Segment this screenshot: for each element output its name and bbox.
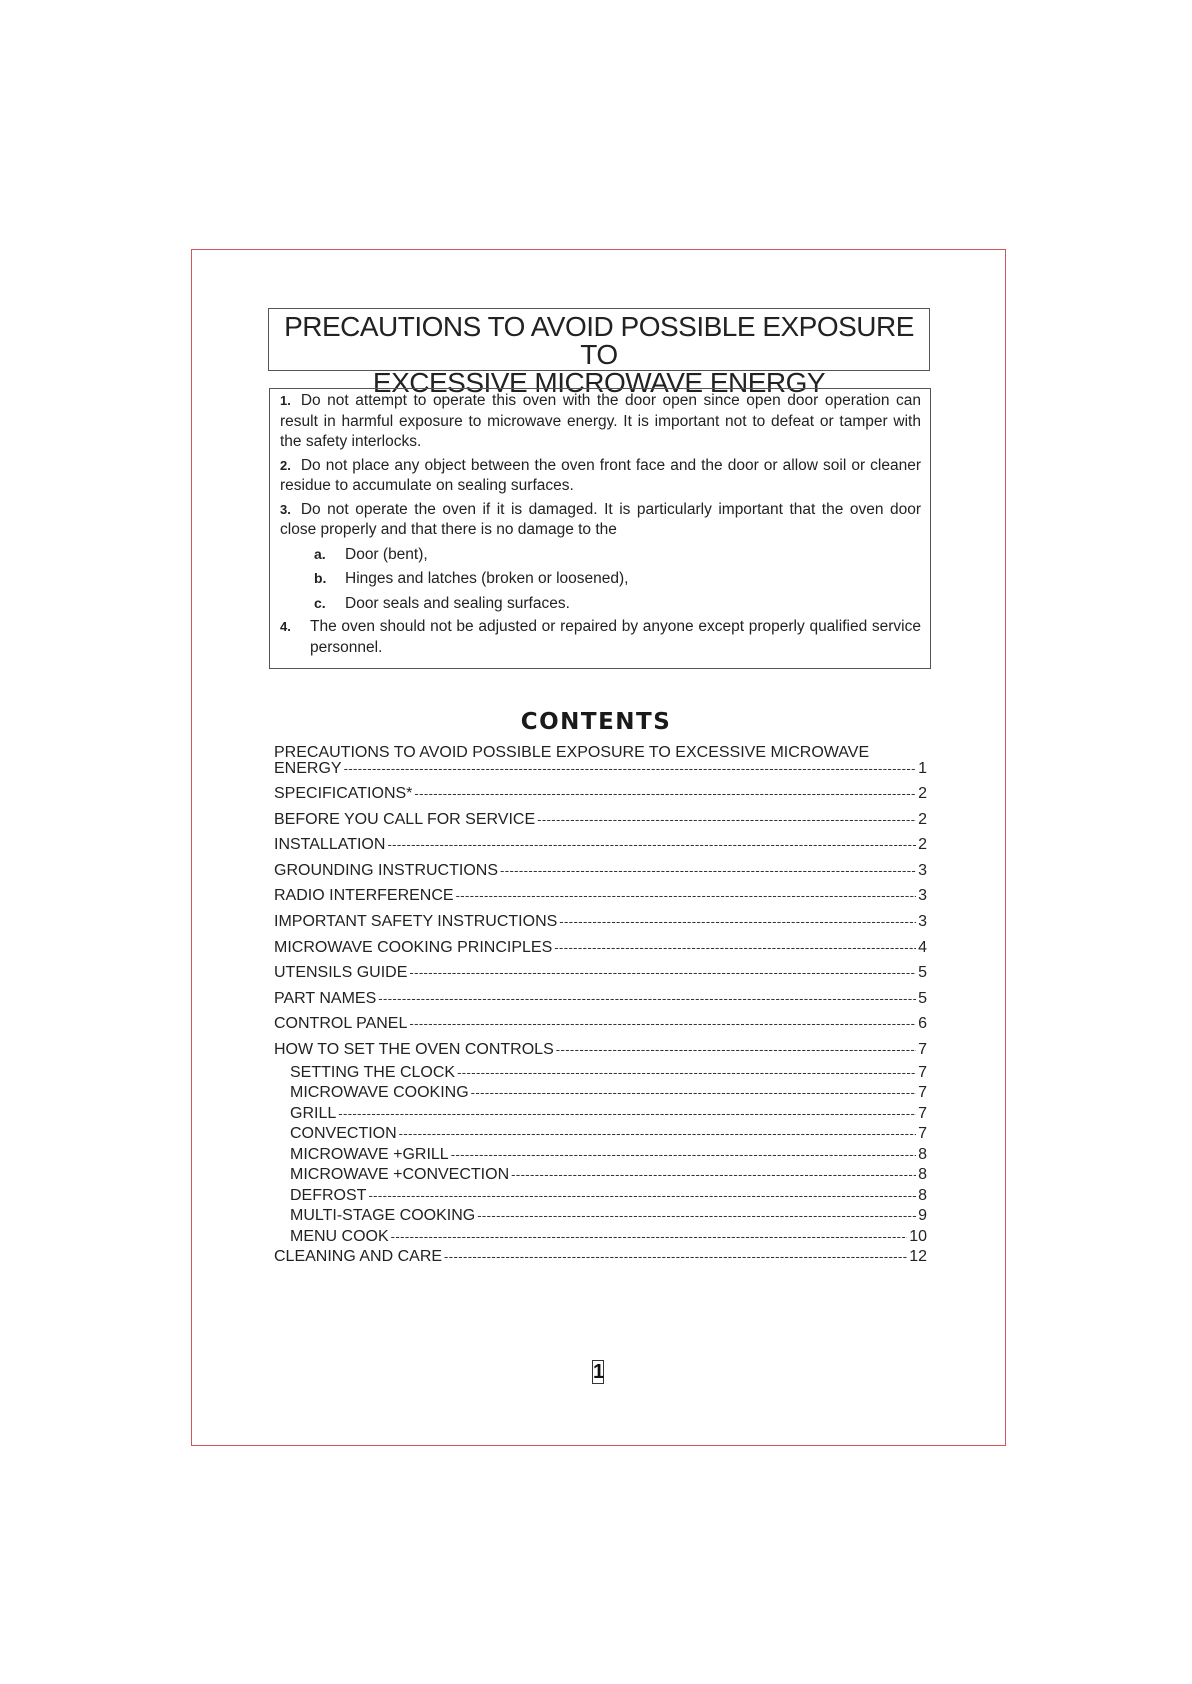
precaution-item [280, 456, 921, 497]
subitem-letter: a. [314, 545, 326, 562]
subitem-text: Hinges and latches (broken or loosened), [345, 570, 629, 587]
dot-leader [559, 909, 916, 935]
precautions-box [269, 388, 931, 669]
dot-leader [457, 1063, 916, 1084]
toc-entry[interactable] [274, 883, 927, 909]
precaution-item [280, 617, 921, 658]
toc-entry-label: BEFORE YOU CALL FOR SERVICE [274, 810, 536, 828]
toc-page-number: 2 [918, 836, 927, 854]
toc-subentry[interactable] [274, 1186, 927, 1207]
toc-entry-label: CLEANING AND CARE [274, 1248, 443, 1266]
dot-leader [554, 935, 916, 961]
item-text: Do not place any object between the oven front face and the door or allow soil or cleaner residue to accumulate on sealing surfaces. [280, 456, 921, 494]
table-of-contents [274, 745, 927, 1268]
toc-subentry[interactable] [274, 1104, 927, 1125]
precaution-item [280, 500, 921, 541]
toc-subentry[interactable] [274, 1227, 927, 1248]
toc-entry[interactable] [274, 745, 927, 781]
toc-entry[interactable] [274, 986, 927, 1012]
toc-subentry[interactable] [274, 1124, 927, 1145]
toc-page-number: 1 [918, 761, 927, 777]
toc-entry-label: SETTING THE CLOCK [290, 1063, 456, 1081]
item-text: Do not attempt to operate this oven with the door open since open door operation can result in harmful exposure to microwave energy. It is important not to defeat or tamper with the safety interlocks. [280, 392, 921, 450]
item-number: 4. [280, 619, 291, 634]
dot-leader [471, 1083, 916, 1104]
toc-page-number: 8 [918, 1166, 927, 1184]
toc-entry-label: PART NAMES [274, 989, 377, 1007]
precaution-subitem [314, 568, 921, 590]
toc-page-number: 9 [918, 1207, 927, 1225]
precaution-subitem [314, 593, 921, 615]
dot-leader [378, 986, 916, 1012]
subitem-letter: c. [314, 594, 326, 611]
dot-leader [409, 1011, 916, 1037]
dot-leader [338, 1104, 916, 1125]
toc-entry-label: RADIO INTERFERENCE [274, 887, 454, 905]
dot-leader [451, 1145, 916, 1166]
contents-heading: CONTENTS [520, 709, 672, 735]
toc-page-number: 5 [918, 964, 927, 982]
precautions-title-line1: PRECAUTIONS TO AVOID POSSIBLE EXPOSURE TO [284, 311, 914, 370]
toc-entry-label: CONVECTION [290, 1125, 397, 1143]
dot-leader [444, 1247, 907, 1268]
toc-page-number: 5 [918, 989, 927, 1007]
subitem-text: Door seals and sealing surfaces. [345, 594, 570, 612]
toc-subentry[interactable] [274, 1083, 927, 1104]
page-number: 1 [593, 1361, 605, 1383]
toc-entry-label: INSTALLATION [274, 836, 386, 854]
toc-page-number: 3 [918, 887, 927, 905]
toc-entry-label: CONTROL PANEL [274, 1015, 408, 1033]
dot-leader [477, 1206, 916, 1227]
dot-leader [391, 1227, 908, 1248]
dot-leader [500, 858, 916, 884]
dot-leader [456, 883, 916, 909]
dot-leader [414, 781, 916, 807]
toc-page-number: 10 [909, 1227, 927, 1245]
toc-entry[interactable] [274, 960, 927, 986]
subitem-text: Door (bent), [345, 545, 428, 563]
toc-page-number: 3 [918, 861, 927, 879]
toc-entry[interactable] [274, 781, 927, 807]
toc-subentry[interactable] [274, 1063, 927, 1084]
toc-entry[interactable] [274, 909, 927, 935]
toc-entry[interactable] [274, 807, 927, 833]
dot-leader [368, 1186, 916, 1207]
toc-page-number: 7 [918, 1104, 927, 1122]
subitem-letter: b. [314, 570, 327, 586]
toc-page-number: 7 [918, 1063, 927, 1081]
toc-entry-label: IMPORTANT SAFETY INSTRUCTIONS [274, 912, 558, 930]
toc-entry-label: SPECIFICATIONS* [274, 785, 413, 802]
toc-entry-label: MICROWAVE COOKING [290, 1084, 469, 1102]
precaution-item [280, 391, 921, 453]
dot-leader [511, 1165, 916, 1186]
toc-subentry[interactable] [274, 1206, 927, 1227]
toc-entry[interactable] [274, 858, 927, 884]
toc-entry-label: DEFROST [290, 1186, 367, 1204]
toc-entry[interactable] [274, 1011, 927, 1037]
toc-page-number: 8 [918, 1145, 927, 1163]
toc-entry[interactable] [274, 832, 927, 858]
toc-page-number: 7 [918, 1084, 927, 1102]
dot-leader [344, 761, 916, 777]
toc-entry-label: MICROWAVE +GRILL [290, 1145, 449, 1163]
toc-page-number: 7 [918, 1040, 927, 1058]
toc-entry-label: MULTI-STAGE COOKING [290, 1207, 476, 1225]
toc-page-number: 7 [918, 1125, 927, 1143]
toc-entry-label: HOW TO SET THE OVEN CONTROLS [274, 1040, 554, 1058]
toc-entry-label: UTENSILS GUIDE [274, 964, 408, 982]
toc-entry-label: GROUNDING INSTRUCTIONS [274, 861, 498, 879]
toc-entry-label: GRILL [290, 1104, 337, 1122]
toc-page-number: 2 [918, 810, 927, 828]
item-number: 3. [280, 501, 291, 517]
toc-page-number: 6 [918, 1015, 927, 1033]
toc-entry[interactable] [274, 1247, 927, 1268]
toc-subentry[interactable] [274, 1165, 927, 1186]
toc-subentry[interactable] [274, 1145, 927, 1166]
toc-page-number: 3 [918, 912, 927, 930]
toc-entry-label: ENERGY [274, 761, 342, 777]
toc-entry[interactable] [274, 935, 927, 961]
toc-page-number: 12 [909, 1248, 927, 1266]
item-text: The oven should not be adjusted or repaired by anyone except properly qualified service personnel. [310, 618, 921, 656]
toc-entry-label: PRECAUTIONS TO AVOID POSSIBLE EXPOSURE TO EXCESSIVE MICROWAVE [274, 745, 870, 761]
precaution-subitem [314, 544, 921, 566]
toc-page-number: 4 [918, 938, 927, 956]
toc-entry-label: MENU COOK [290, 1227, 389, 1245]
dot-leader [387, 832, 916, 858]
precautions-title-line2: EXCESSIVE MICROWAVE ENERGY [372, 367, 826, 398]
toc-entry-label: MICROWAVE +CONVECTION [290, 1166, 510, 1184]
toc-page-number: 8 [918, 1186, 927, 1204]
item-text: Do not operate the oven if it is damaged. It is particularly important that the oven door close properly and that there is no damage to the [280, 500, 921, 538]
toc-entry[interactable] [274, 1037, 927, 1063]
dot-leader [399, 1124, 916, 1145]
precautions-title [268, 308, 930, 398]
item-number: 1. [280, 393, 291, 408]
dot-leader [409, 960, 916, 986]
dot-leader [556, 1037, 916, 1063]
item-number: 2. [280, 457, 291, 473]
toc-page-number: 2 [918, 785, 927, 802]
dot-leader [537, 807, 916, 833]
toc-entry-label: MICROWAVE COOKING PRINCIPLES [274, 938, 553, 956]
